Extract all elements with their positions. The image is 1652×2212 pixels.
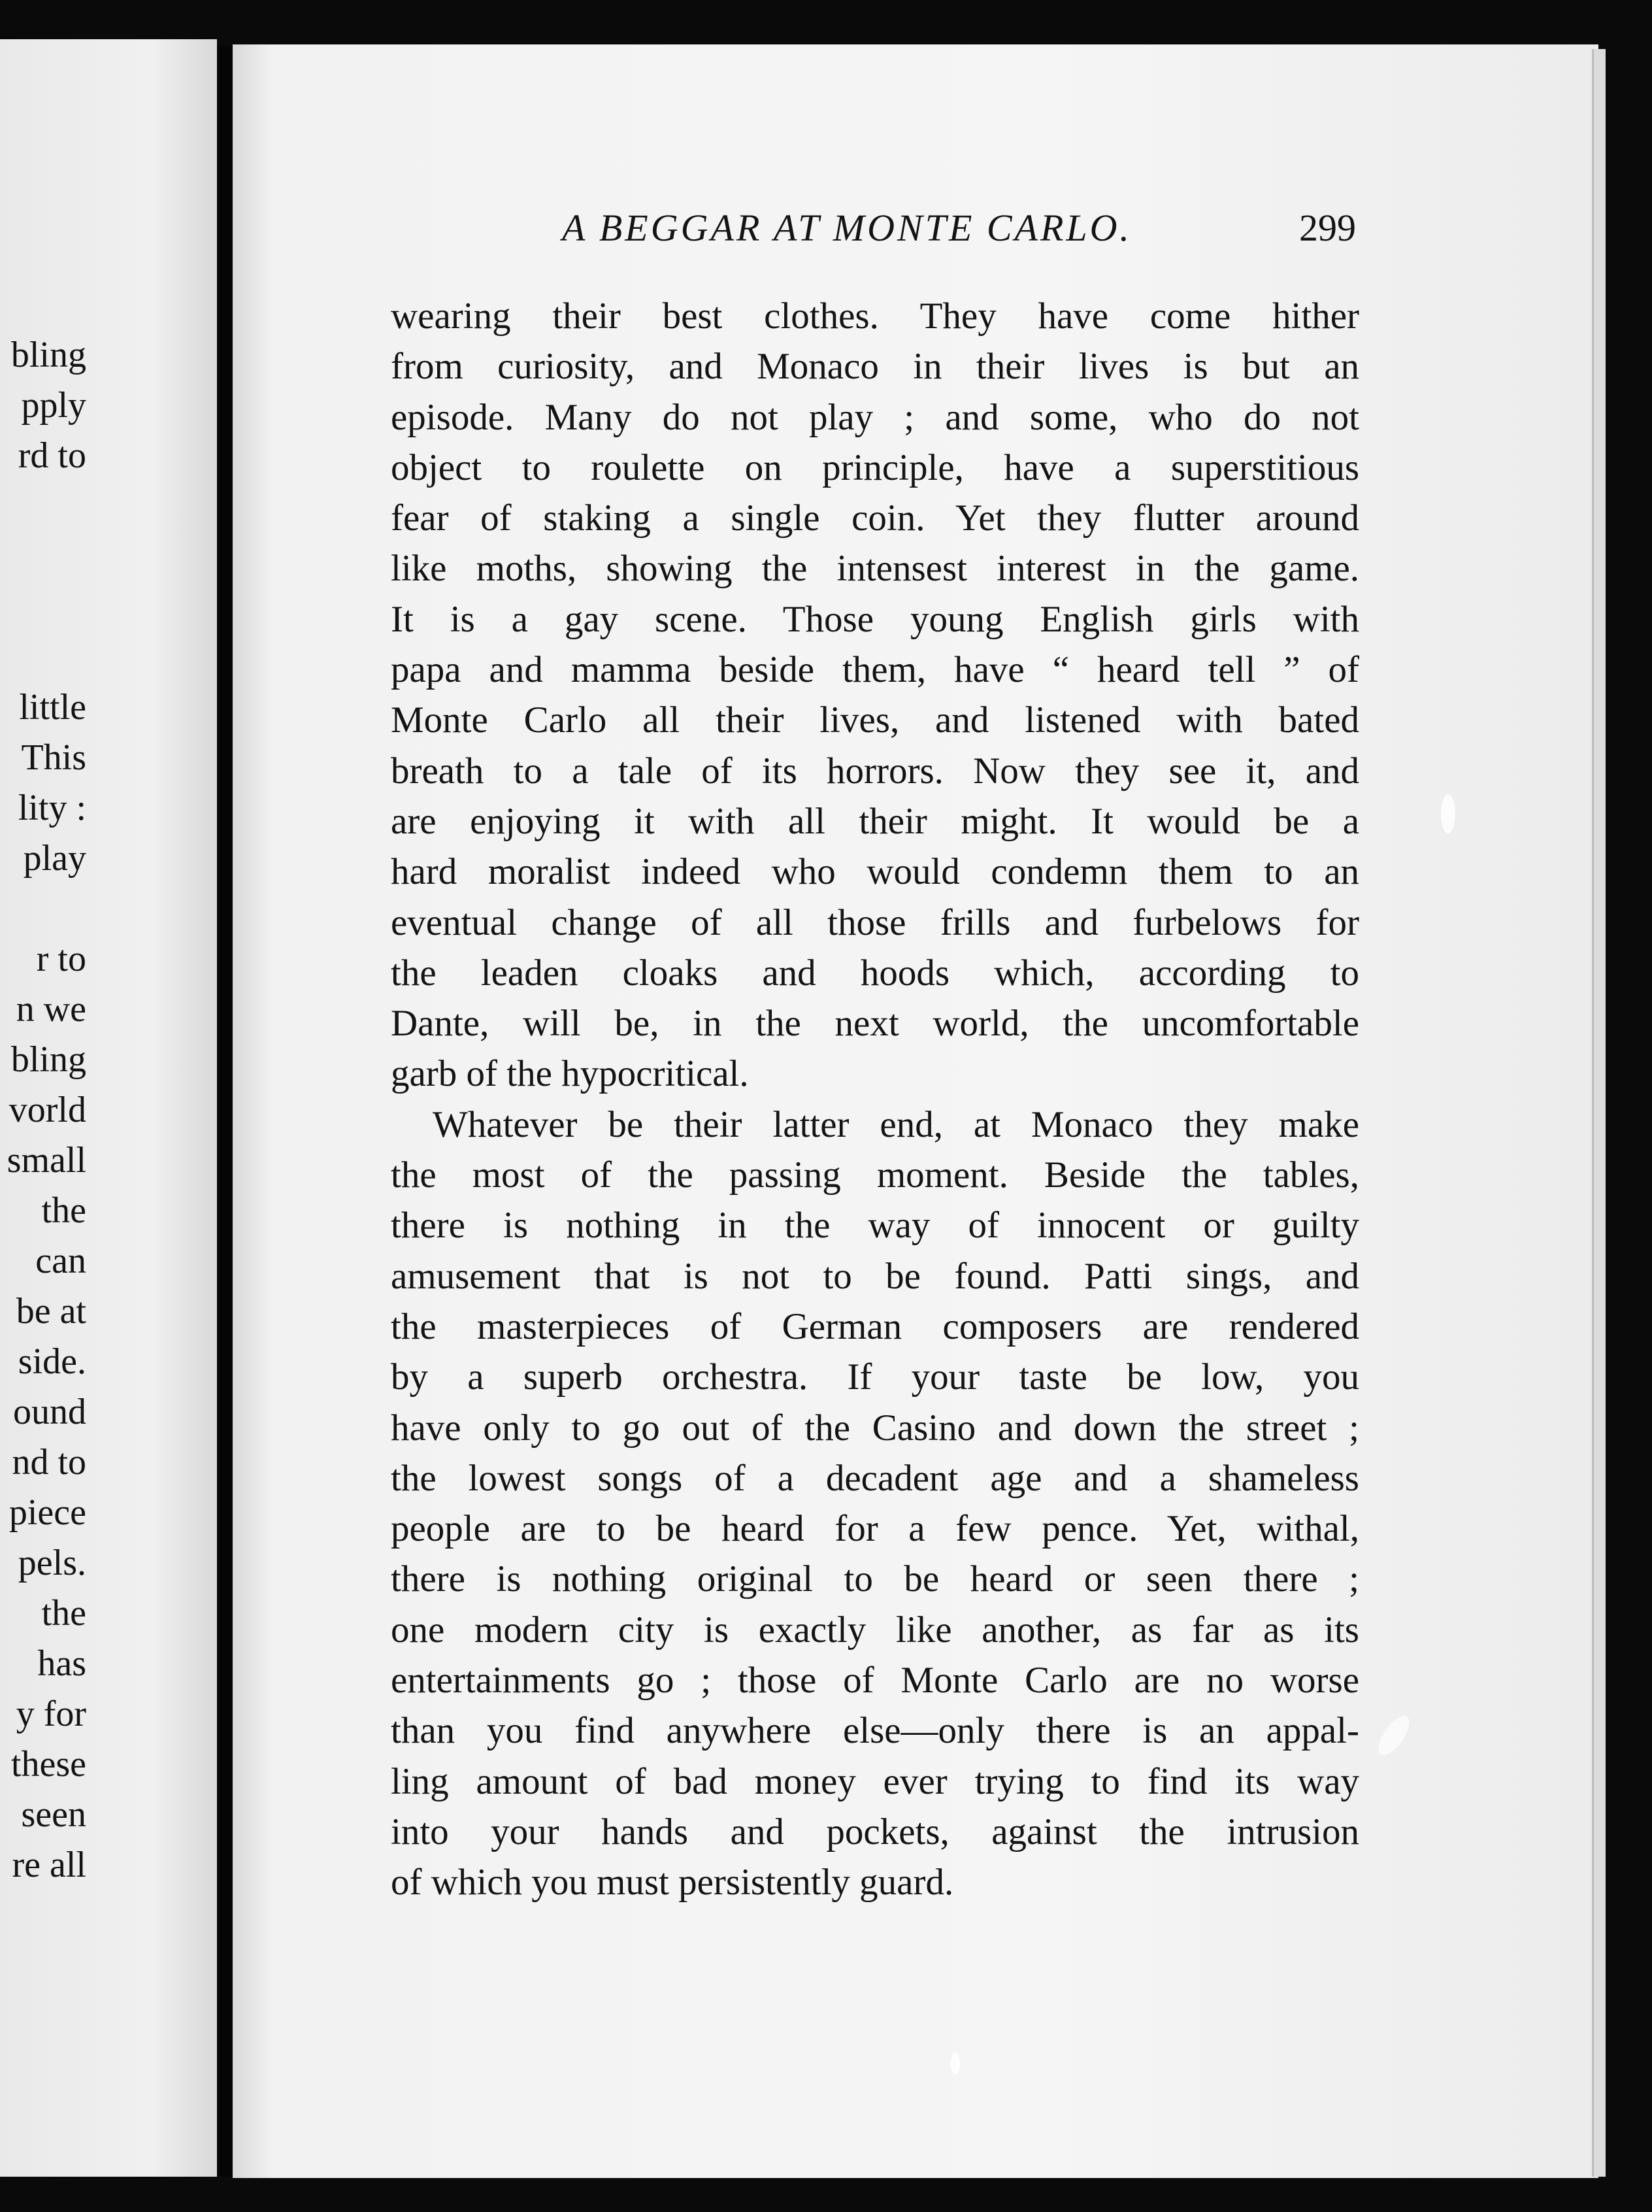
text-line: entertainments go ; those of Monte Carlo are no worse — [391, 1660, 1359, 1701]
previous-page-line: can — [35, 1241, 86, 1281]
text-line: papa and mamma beside them, have “ heard tell ” of — [391, 649, 1359, 691]
text-line: eventual change of all those frills and furbelows for — [391, 901, 1359, 943]
text-line: Dante, will be, in the next world, the uncomfortable — [391, 1003, 1359, 1045]
previous-page-line — [7, 632, 86, 682]
text-line: wearing their best clothes. They have come hither — [391, 295, 1359, 337]
text-line: one modern city is exactly like another, as far as its — [391, 1609, 1359, 1651]
previous-page-line — [7, 884, 86, 934]
previous-page-line: pply — [21, 385, 86, 426]
previous-page-line: bling — [10, 335, 86, 375]
previous-page-line: small — [7, 1140, 86, 1181]
text-line: have only to go out of the Casino and down the street ; — [391, 1407, 1359, 1449]
previous-page-line: vorld — [8, 1090, 86, 1130]
text-line: than you find anywhere else—only there is an appal- — [391, 1710, 1359, 1752]
previous-page-line: be at — [16, 1291, 86, 1332]
text-line: episode. Many do not play ; and some, who do not — [391, 396, 1359, 438]
text-line: by a superb orchestra. If your taste be low, you — [391, 1356, 1359, 1398]
previous-page-line: side. — [18, 1341, 86, 1382]
text-line: from curiosity, and Monaco in their lives is but an — [391, 346, 1359, 388]
previous-page-line: piece — [8, 1492, 86, 1533]
text-line: the masterpieces of German composers are rendered — [391, 1305, 1359, 1347]
text-line: there is nothing in the way of innocent or guilty — [391, 1205, 1359, 1247]
text-line: the leaden cloaks and hoods which, according to — [391, 952, 1359, 994]
previous-page-line: nd to — [12, 1442, 86, 1483]
running-title: A BEGGAR AT MONTE CARLO. — [562, 207, 1132, 249]
text-line: there is nothing original to be heard or seen there ; — [391, 1558, 1359, 1600]
text-line: amusement that is not to be found. Patti sings, and — [391, 1255, 1359, 1297]
book-gutter — [217, 46, 234, 2177]
previous-page-line: ound — [13, 1392, 86, 1432]
page-number: 299 — [1299, 207, 1356, 249]
text-line: ling amount of bad money ever trying to find its way — [391, 1760, 1359, 1802]
body-text — [391, 291, 1359, 1908]
text-line: Monte Carlo all their lives, and listened with bated — [391, 699, 1359, 741]
previous-page-line: lity : — [18, 788, 86, 828]
previous-page-line: rd to — [18, 435, 86, 476]
previous-page-line: the — [41, 1593, 86, 1634]
previous-page-line: re all — [12, 1845, 86, 1885]
text-line: the lowest songs of a decadent age and a shameless — [391, 1457, 1359, 1499]
previous-page-fragment — [0, 39, 217, 2177]
text-line: breath to a tale of its horrors. Now they see it, and — [391, 750, 1359, 792]
previous-page-line: n we — [16, 989, 86, 1030]
page-edge — [1592, 49, 1606, 2177]
text-line: garb of the hypocritical. — [391, 1053, 749, 1095]
text-line: hard moralist indeed who would condemn them to an — [391, 851, 1359, 893]
previous-page-line: pels. — [18, 1543, 86, 1583]
previous-page-line: play — [23, 838, 86, 879]
text-line: like moths, showing the intensest interest in the game. — [391, 548, 1359, 590]
text-line: into your hands and pockets, against the intrusion — [391, 1811, 1359, 1852]
text-line: the most of the passing moment. Beside the tables, — [391, 1154, 1359, 1196]
previous-page-line — [7, 582, 86, 632]
previous-page-line: y for — [16, 1694, 86, 1734]
text-line: fear of staking a single coin. Yet they flutter around — [391, 497, 1359, 539]
previous-page-text — [7, 330, 86, 1890]
previous-page-line: has — [37, 1643, 86, 1684]
text-line: of which you must persistently guard. — [391, 1862, 954, 1903]
text-line: people are to be heard for a few pence. Yet, withal, — [391, 1508, 1359, 1550]
previous-page-line: r to — [36, 939, 86, 979]
previous-page-line: bling — [10, 1039, 86, 1080]
previous-page-line: the — [41, 1190, 86, 1231]
text-line: object to roulette on principle, have a superstitious — [391, 446, 1359, 488]
previous-page-line: This — [21, 737, 86, 778]
text-line: It is a gay scene. Those young English girls with — [391, 598, 1359, 640]
text-line: are enjoying it with all their might. It would be a — [391, 800, 1359, 842]
scan-speck — [951, 2053, 960, 2075]
text-line: Whatever be their latter end, at Monaco they make — [433, 1103, 1359, 1145]
scan-speck — [1441, 794, 1455, 833]
previous-page-line: little — [19, 687, 86, 728]
previous-page-line — [7, 531, 86, 582]
previous-page-line: these — [10, 1744, 86, 1785]
previous-page-line: seen — [21, 1794, 86, 1835]
previous-page-line — [7, 481, 86, 531]
